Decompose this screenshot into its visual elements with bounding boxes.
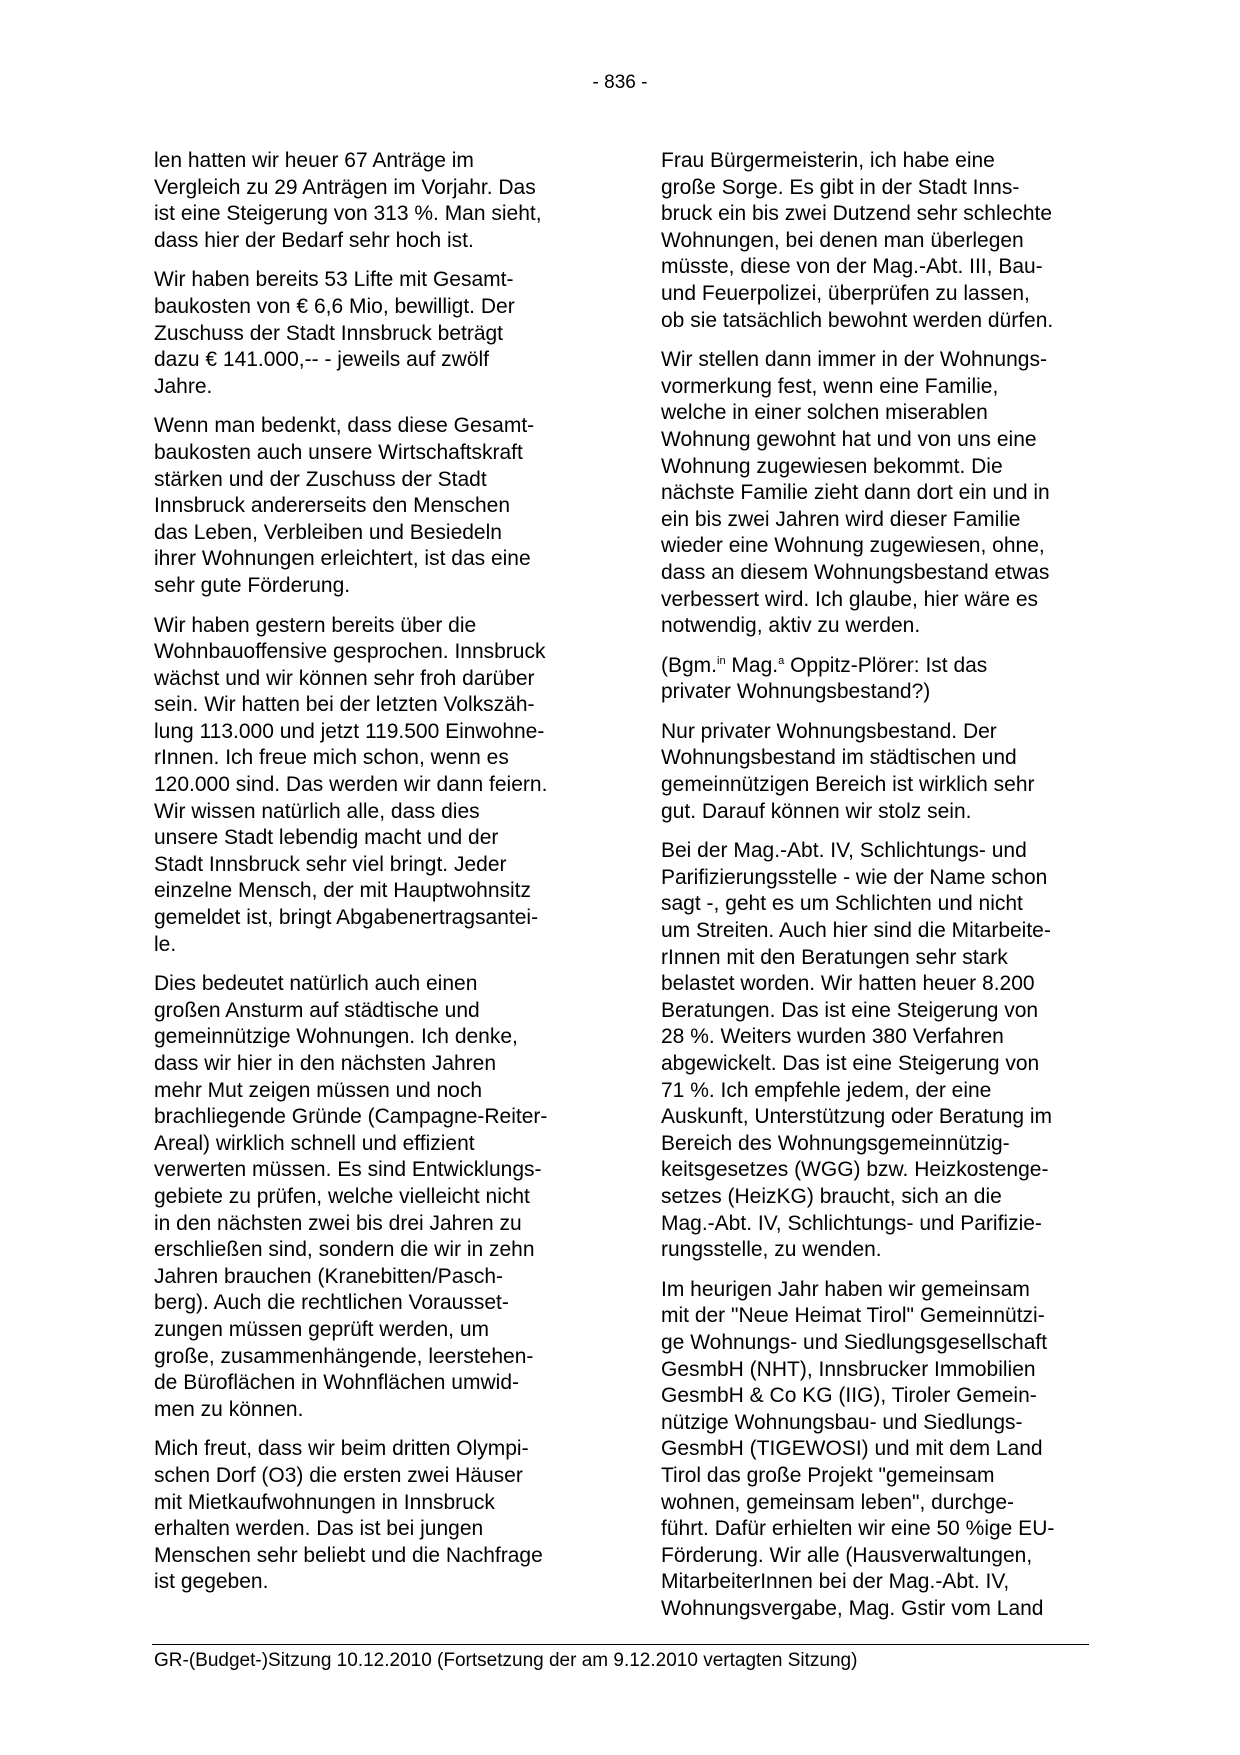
text-line: stärken und der Zuschuss der Stadt: [154, 467, 487, 491]
text-line: Wenn man bedenkt, dass diese Gesamt-: [154, 414, 535, 438]
text-line: Bei der Mag.-Abt. IV, Schlichtungs- und: [661, 839, 1027, 863]
text-line: Tirol das große Projekt "gemeinsam: [661, 1463, 995, 1487]
right-column: [661, 148, 1101, 1635]
text-line: Wohnbauoffensive gesprochen. Innsbruck: [154, 640, 546, 664]
text-line: gemeinnützigen Bereich ist wirklich sehr: [661, 773, 1035, 797]
text-line: baukosten auch unsere Wirtschaftskraft: [154, 440, 523, 464]
text-line: wohnen, gemeinsam leben", durchge-: [661, 1490, 1015, 1514]
footer-divider: [152, 1644, 1089, 1645]
text-line: gemeldet ist, bringt Abgabenertragsantei-: [154, 906, 539, 930]
text-run: Mag.: [725, 653, 779, 677]
text-line: und Feuerpolizei, überprüfen zu lassen,: [661, 281, 1030, 305]
text-line: ist gegeben.: [154, 1570, 269, 1594]
text-line: Wir stellen dann immer in der Wohnungs-: [661, 348, 1047, 372]
text-line: men zu können.: [154, 1397, 304, 1421]
text-line: brachliegende Gründe (Campagne-Reiter-: [154, 1105, 548, 1129]
text-line: Zuschuss der Stadt Innsbruck beträgt: [154, 321, 504, 345]
text-line: erhalten werden. Das ist bei jungen: [154, 1517, 484, 1541]
text-line: Förderung. Wir alle (Hausverwaltungen,: [661, 1543, 1033, 1567]
text-line: ihrer Wohnungen erleichtert, ist das eine: [154, 547, 531, 571]
text-line: Wohnungen, bei denen man überlegen: [661, 228, 1024, 252]
text-line: mit der "Neue Heimat Tirol" Gemeinnützi-: [661, 1304, 1045, 1328]
text-line: Bereich des Wohnungsgemeinnützig-: [661, 1131, 1010, 1155]
text-line: Im heurigen Jahr haben wir gemeinsam: [661, 1277, 1030, 1301]
text-line: nützige Wohnungsbau- und Siedlungs-: [661, 1410, 1023, 1434]
text-line: Stadt Innsbruck sehr viel bringt. Jeder: [154, 852, 507, 876]
text-line: Wohnungsvergabe, Mag. Gstir vom Land: [661, 1596, 1044, 1620]
text-line: dass hier der Bedarf sehr hoch ist.: [154, 228, 474, 252]
text-line: ist eine Steigerung von 313 %. Man sieht,: [154, 202, 542, 226]
text-line: Areal) wirklich schnell und effizient: [154, 1131, 475, 1155]
text-line: erschließen sind, sondern die wir in zehn: [154, 1238, 535, 1262]
text-line: großen Ansturm auf städtische und: [154, 998, 480, 1022]
text-line: lung 113.000 und jetzt 119.500 Einwohne-: [154, 719, 545, 743]
text-line: Jahre.: [154, 374, 213, 398]
text-line: mehr Mut zeigen müssen und noch: [154, 1078, 483, 1102]
text-line: mit Mietkaufwohnungen in Innsbruck: [154, 1490, 495, 1514]
text-line: um Streiten. Auch hier sind die Mitarbeite-: [661, 919, 1051, 943]
text-line: dass wir hier in den nächsten Jahren: [154, 1052, 497, 1075]
text-line: Mag.-Abt. IV, Schlichtungs- und Parifizie-: [661, 1211, 1042, 1235]
paragraph: [661, 148, 1101, 334]
paragraph: [661, 719, 1101, 825]
text-line: sein. Wir hatten bei der letzten Volkszäh-: [154, 693, 535, 717]
paragraph: [154, 148, 594, 254]
text-line: gut. Darauf können wir stolz sein.: [661, 799, 972, 823]
text-line: Parifizierungsstelle - wie der Name schon: [661, 865, 1048, 889]
text-line: gemeinnützige Wohnungen. Ich denke,: [154, 1025, 518, 1049]
text-line: Wir wissen natürlich alle, dass dies: [154, 799, 480, 823]
text-line: Dies bedeutet natürlich auch einen: [154, 972, 478, 996]
text-line: sagt -, geht es um Schlichten und nicht: [661, 892, 1023, 916]
text-line: Wohnung zugewiesen bekommt. Die: [661, 454, 1003, 478]
text-line: keitsgesetzes (WGG) bzw. Heizkostenge-: [661, 1158, 1049, 1182]
text-line: wieder eine Wohnung zugewiesen, ohne,: [661, 534, 1045, 558]
text-line: de Büroflächen in Wohnflächen umwid-: [154, 1371, 519, 1395]
text-line: GesmbH (TIGEWOSI) und mit dem Land: [661, 1437, 1043, 1461]
text-line: rInnen mit den Beratungen sehr stark: [661, 945, 1008, 969]
text-line: Innsbruck andererseits den Menschen: [154, 494, 511, 518]
text-line: GesmbH (NHT), Innsbrucker Immobilien: [661, 1357, 1036, 1381]
text-line: Wir haben bereits 53 Lifte mit Gesamt-: [154, 268, 514, 292]
text-line: große Sorge. Es gibt in der Stadt Inns-: [661, 175, 1020, 199]
text-line: ein bis zwei Jahren wird dieser Familie: [661, 507, 1021, 531]
text-line: rInnen. Ich freue mich schon, wenn es: [154, 746, 509, 770]
text-line: MitarbeiterInnen bei der Mag.-Abt. IV,: [661, 1570, 1010, 1594]
text-line: einzelne Mensch, der mit Hauptwohnsitz: [154, 879, 532, 903]
text-line: le.: [154, 932, 177, 956]
text-run: (Bgm.: [661, 653, 718, 677]
text-line: Auskunft, Unterstützung oder Beratung im: [661, 1105, 1053, 1129]
text-line: bruck ein bis zwei Dutzend sehr schlechte: [661, 202, 1053, 226]
text-line: 120.000 sind. Das werden wir dann feiern.: [154, 773, 548, 797]
paragraph: [154, 413, 594, 599]
text-line: das Leben, Verbleiben und Besiedeln: [154, 520, 502, 544]
text-line: Vergleich zu 29 Anträgen im Vorjahr. Das: [154, 175, 536, 199]
text-line: 28 %. Weiters wurden 380 Verfahren: [661, 1025, 1004, 1049]
interjection: [661, 653, 1101, 706]
text-line: in den nächsten zwei bis drei Jahren zu: [154, 1211, 522, 1235]
text-line: len hatten wir heuer 67 Anträge im: [154, 149, 474, 172]
text-line: Frau Bürgermeisterin, ich habe eine: [661, 149, 995, 172]
text-line: sehr gute Förderung.: [154, 573, 351, 597]
text-line: privater Wohnungsbestand?): [661, 680, 931, 704]
text-line: Menschen sehr beliebt und die Nachfrage: [154, 1543, 543, 1567]
text-line: Wohnung gewohnt hat und von uns eine: [661, 427, 1037, 451]
text-line: GesmbH & Co KG (IIG), Tiroler Gemein-: [661, 1384, 1037, 1408]
text-line: verbessert wird. Ich glaube, hier wäre es: [661, 587, 1039, 611]
text-line: Mich freut, dass wir beim dritten Olympi-: [154, 1437, 529, 1461]
text-line: berg). Auch die rechtlichen Vorausset-: [154, 1291, 509, 1315]
text-line: große, zusammenhängende, leerstehen-: [154, 1344, 534, 1368]
text-line: führt. Dafür erhielten wir eine 50 %ige EU-: [661, 1517, 1055, 1541]
text-line: ob sie tatsächlich bewohnt werden dürfen.: [661, 308, 1054, 332]
footer-text: GR-(Budget-)Sitzung 10.12.2010 (Fortsetzung der am 9.12.2010 vertagten Sitzung): [154, 1650, 858, 1671]
text-line: gebiete zu prüfen, welche vielleicht nicht: [154, 1184, 530, 1208]
paragraph: [661, 1277, 1101, 1623]
paragraph: [154, 1436, 594, 1596]
text-line: vormerkung fest, wenn eine Familie,: [661, 374, 999, 398]
text-line: Jahren brauchen (Kranebitten/Pasch-: [154, 1264, 504, 1288]
superscript: a: [778, 654, 785, 667]
text-line: verwerten müssen. Es sind Entwicklungs-: [154, 1158, 542, 1182]
text-line: 71 %. Ich empfehle jedem, der eine: [661, 1078, 992, 1102]
text-line: abgewickelt. Das ist eine Steigerung von: [661, 1052, 1040, 1075]
paragraph: [154, 267, 594, 400]
paragraph: [661, 347, 1101, 640]
text-line: dass an diesem Wohnungsbestand etwas: [661, 560, 1050, 584]
text-line: welche in einer solchen miserablen: [661, 401, 988, 425]
paragraph: [154, 613, 594, 959]
text-line: wächst und wir können sehr froh darüber: [154, 666, 535, 690]
text-line: nächste Familie zieht dann dort ein und in: [661, 481, 1050, 505]
text-line: schen Dorf (O3) die ersten zwei Häuser: [154, 1463, 523, 1487]
text-line: dazu € 141.000,-- - jeweils auf zwölf: [154, 348, 490, 372]
superscript: in: [717, 654, 726, 667]
text-line: [661, 653, 1101, 680]
text-line: belastet worden. Wir hatten heuer 8.200: [661, 972, 1035, 996]
text-line: zungen müssen geprüft werden, um: [154, 1317, 490, 1341]
text-line: ge Wohnungs- und Siedlungsgesellschaft: [661, 1330, 1048, 1354]
text-line: Wir haben gestern bereits über die: [154, 613, 477, 637]
paragraph: [661, 838, 1101, 1264]
text-run: Oppitz-Plörer: Ist das: [784, 653, 988, 677]
text-line: baukosten von € 6,6 Mio, bewilligt. Der: [154, 294, 515, 318]
text-line: Wohnungsbestand im städtischen und: [661, 746, 1017, 770]
text-line: notwendig, aktiv zu werden.: [661, 614, 921, 638]
text-line: unsere Stadt lebendig macht und der: [154, 826, 499, 850]
paragraph: [154, 971, 594, 1423]
left-column: [154, 148, 594, 1609]
text-line: Nur privater Wohnungsbestand. Der: [661, 719, 997, 743]
text-line: rungsstelle, zu wenden.: [661, 1238, 882, 1262]
text-line: müsste, diese von der Mag.-Abt. III, Bau-: [661, 255, 1043, 279]
text-line: Beratungen. Das ist eine Steigerung von: [661, 998, 1039, 1022]
text-line: setzes (HeizKG) braucht, sich an die: [661, 1184, 1002, 1208]
page-number: - 836 -: [592, 72, 648, 93]
